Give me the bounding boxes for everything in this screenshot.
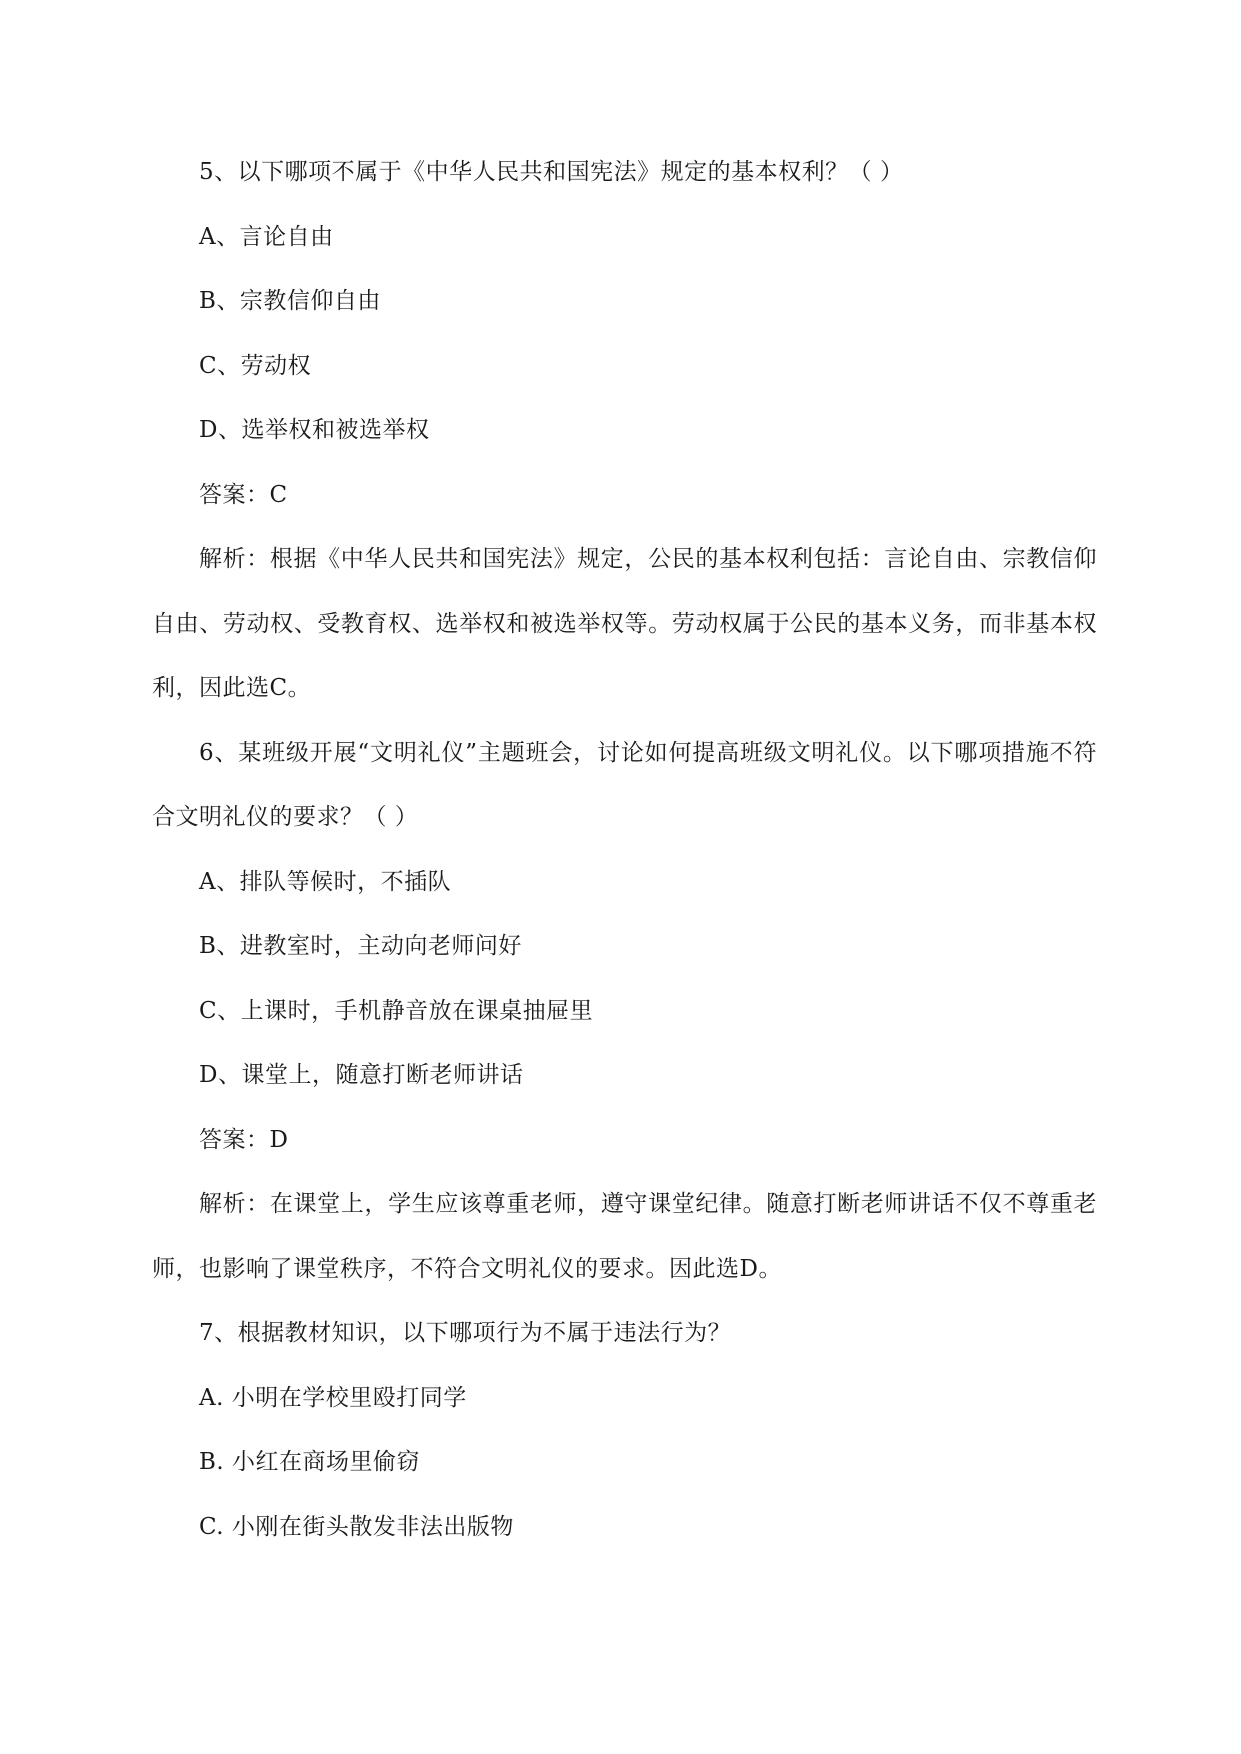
document-content	[152, 140, 1097, 1559]
question-6-stem: 6、某班级开展“文明礼仪”主题班会，讨论如何提高班级文明礼仪。以下哪项措施不符合文明礼仪的要求？（ ）	[152, 739, 1097, 830]
question-6-answer: 答案：D	[199, 1126, 289, 1153]
question-7-stem: 7、根据教材知识，以下哪项行为不属于违法行为？	[199, 1320, 732, 1346]
question-5-answer: 答案：C	[199, 481, 288, 508]
question-6-option-a: A、排队等候时，不插队	[199, 868, 452, 895]
question-7-option-a: A. 小明在学校里殴打同学	[199, 1384, 467, 1411]
question-5-option-c: C、劳动权	[199, 352, 312, 379]
question-5-stem: 5、以下哪项不属于《中华人民共和国宪法》规定的基本权利？（ ）	[199, 159, 904, 185]
question-5-option-b: B、宗教信仰自由	[199, 288, 381, 314]
question-5-option-a: A、言论自由	[199, 223, 334, 250]
question-5-analysis: 解析：根据《中华人民共和国宪法》规定，公民的基本权利包括：言论自由、宗教信仰自由、劳动权、受教育权、选举权和被选举权等。劳动权属于公民的基本义务，而非基本权利，因此选C。	[152, 546, 1097, 701]
question-7-option-c: C. 小刚在街头散发非法出版物	[199, 1513, 514, 1540]
question-5-option-d: D、选举权和被选举权	[199, 417, 430, 443]
question-6-option-c: C、上课时，手机静音放在课桌抽屉里	[199, 997, 594, 1024]
question-6-analysis: 解析：在课堂上，学生应该尊重老师，遵守课堂纪律。随意打断老师讲话不仅不尊重老师，也影响了课堂秩序，不符合文明礼仪的要求。因此选D。	[152, 1191, 1097, 1282]
question-7-option-b: B. 小红在商场里偷窃	[199, 1449, 421, 1475]
question-6-option-b: B、进教室时，主动向老师问好	[199, 933, 522, 959]
question-6-option-d: D、课堂上，随意打断老师讲话	[199, 1062, 524, 1088]
